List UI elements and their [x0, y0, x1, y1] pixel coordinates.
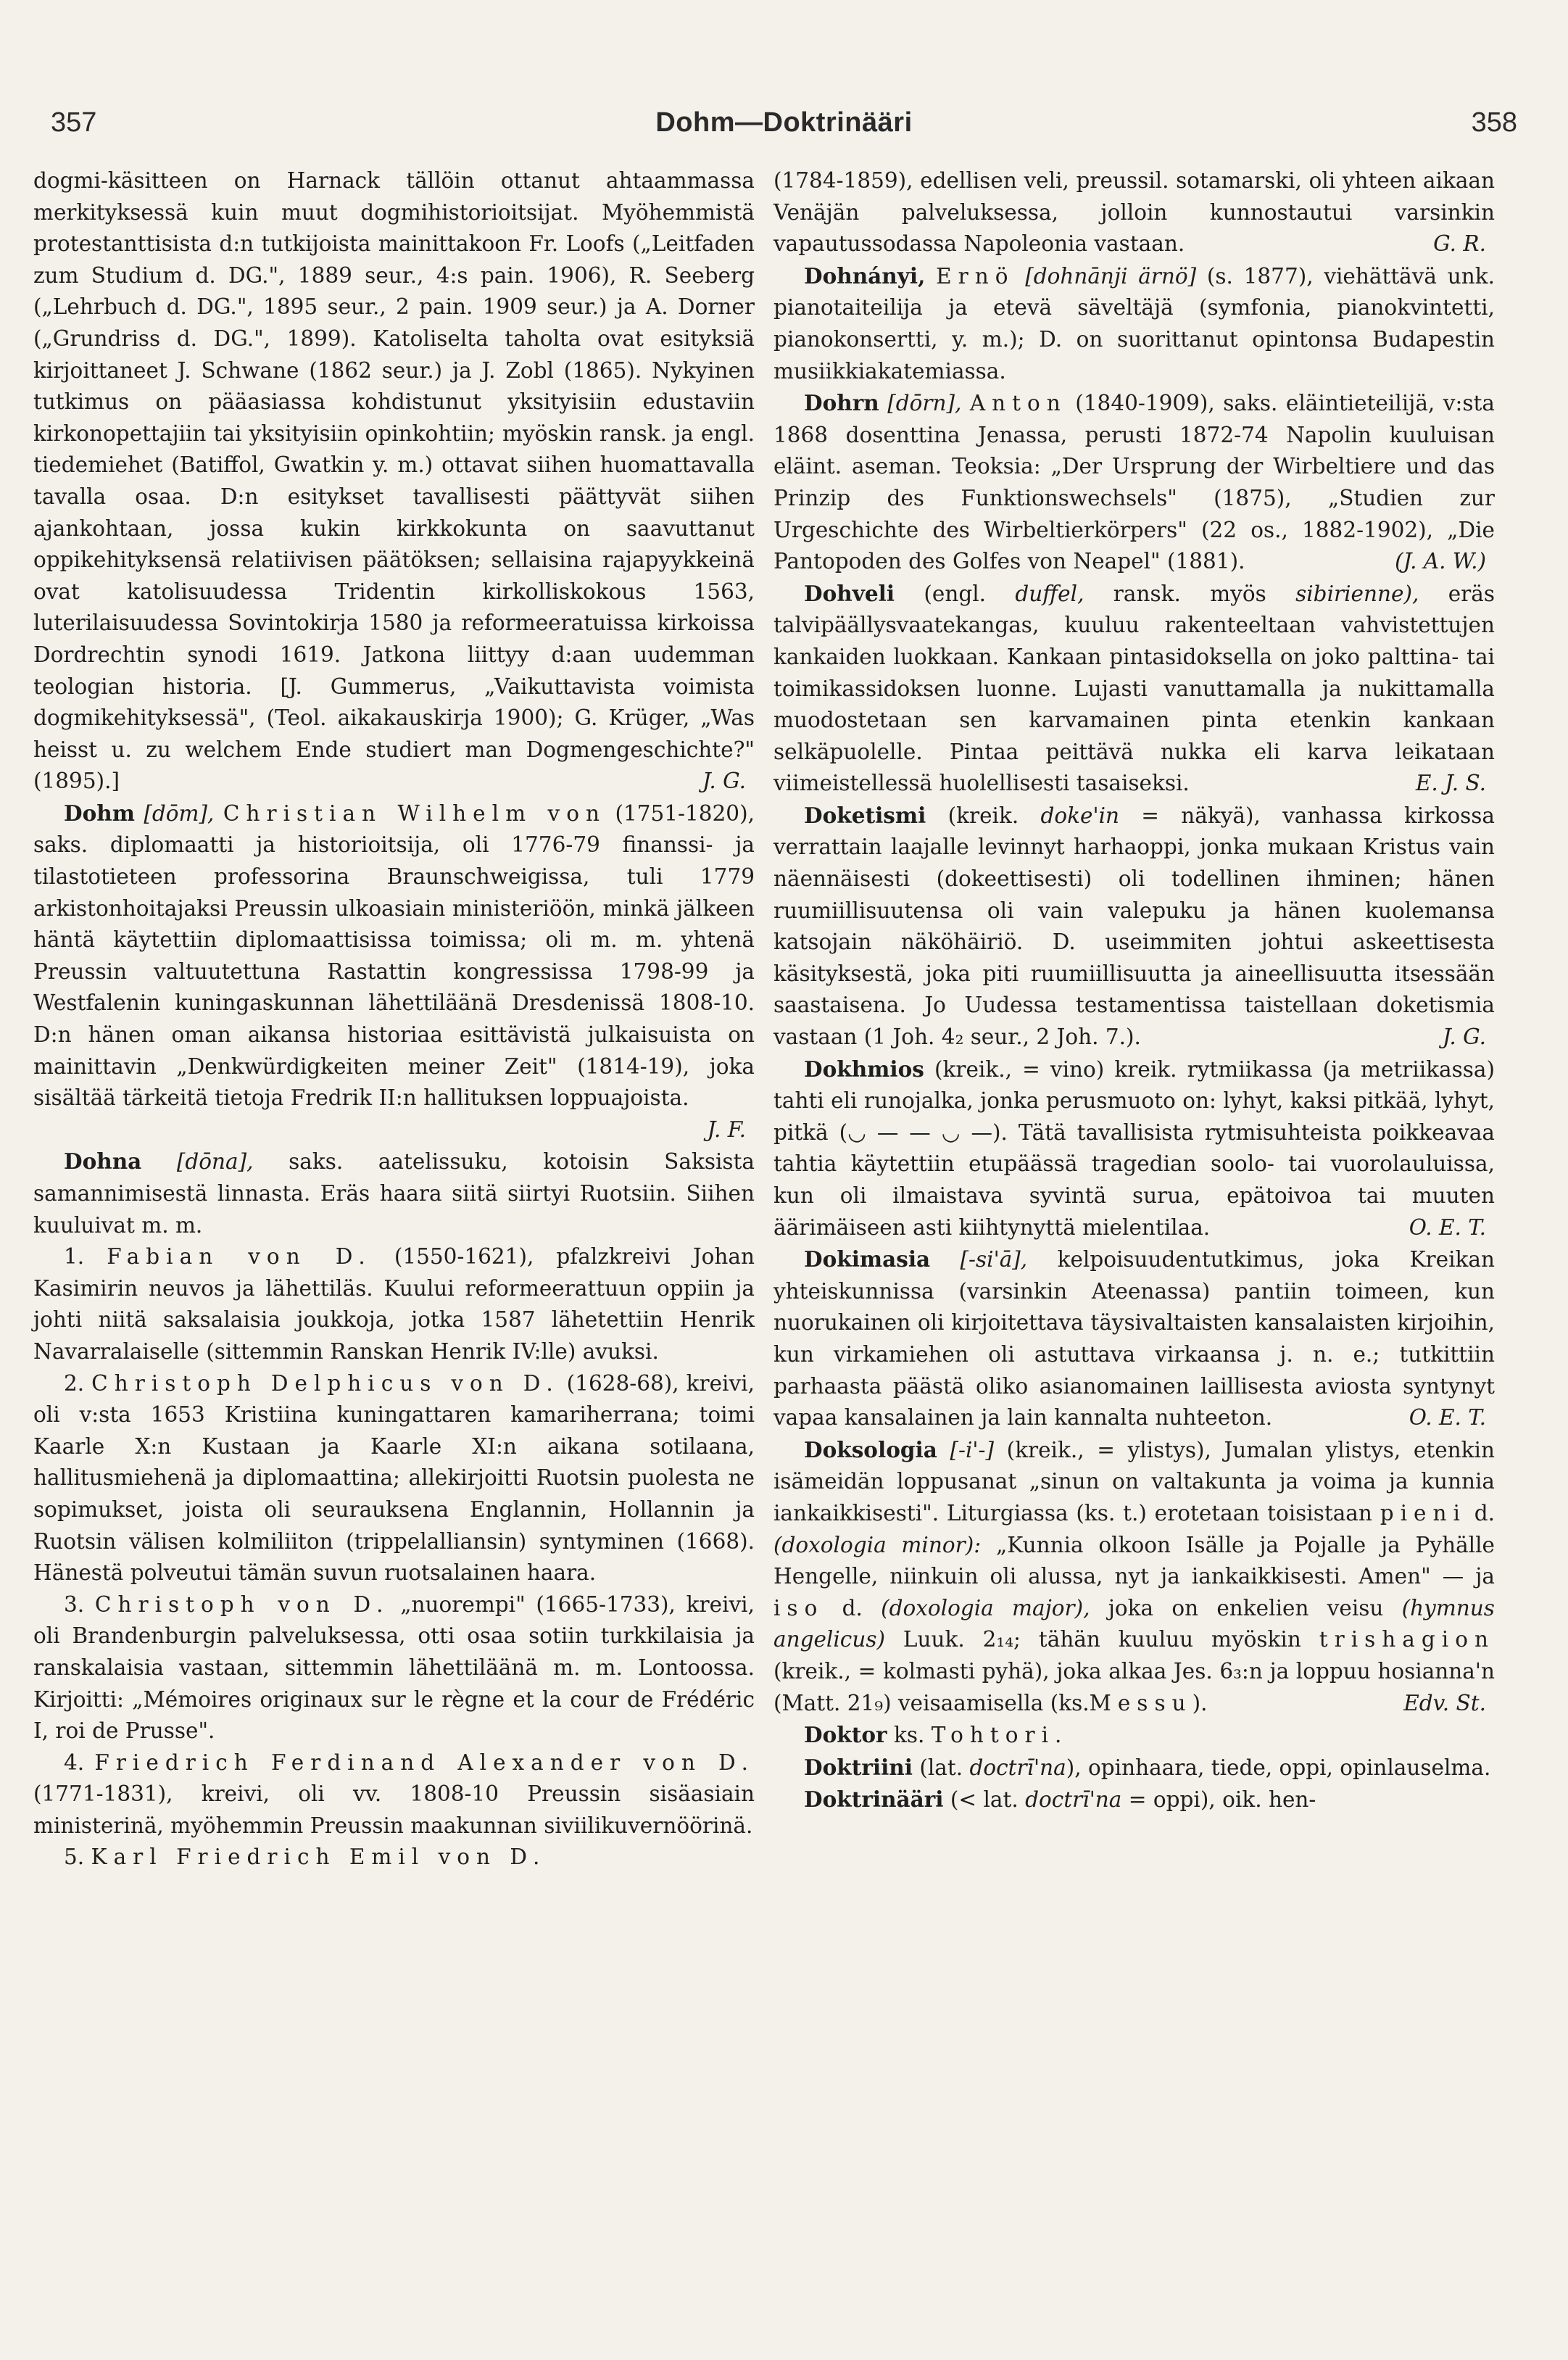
page-header	[51, 107, 1517, 151]
headword: Doktrinääri	[804, 1786, 944, 1813]
left-column	[33, 165, 755, 1873]
signature: J. F.	[707, 1117, 746, 1142]
page-number-right: 358	[1471, 107, 1517, 138]
headword: Doktriini	[804, 1754, 913, 1780]
signature: J. G.	[702, 769, 746, 794]
article-dohrn: Dohrn [dōrn], Anton (1840-1909), saks. eläintieteilijä, v:sta 1868 dosenttina Jenassa, perusti 1872-74 Napolin kuuluisan eläint. aseman. Teoksia: „Der Ursprung der Wirbeltiere und das Prinzip des Funktionswechsels" (1875), „Studien zur Urgeschichte des Wirbeltierkörpers" (22 os., 1882-1902), „Die Pantopoden des Golfes von Neapel" (1881). (J. A. W.)	[773, 387, 1495, 578]
page-title: Dohm—Doktrinääri	[655, 107, 913, 138]
headword: Doketismi	[804, 802, 926, 828]
headword: Dohrn	[804, 390, 879, 416]
article-doktrinaari: Doktrinääri (< lat. doctrī'na = oppi), oik. hen-	[804, 1786, 1316, 1813]
article-doktriini: Doktriini (lat. doctrī'na), opinhaara, tiede, oppi, opinlauselma.	[804, 1754, 1491, 1780]
headword: Dohna	[64, 1148, 142, 1175]
dohna-subentry-4: 4. Friedrich Ferdinand Alexander von D. (1771-1831), kreivi, oli vv. 1808-10 Preussin sisäasiain ministerinä, myöhemmin Preussin maakunnan siviilikuvernöörinä.	[33, 1750, 755, 1838]
article-dokhmios: Dokhmios (kreik., = vino) kreik. rytmiikassa (ja metriikassa) tahti eli runojalka, jonka perusmuoto on: lyhyt, kaksi pitkää, lyhyt, pitkä (◡ — — ◡ —). Tätä tavallisista rytmisuhteista poikkeavaa tahtia käytettiin etupäässä tragedian soolo- tai vuorolauluissa, kun oli ilmaistava syvintä surua, epätoivoa tai muuten äärimäiseen asti kiihtynyttä mielentilaa. O. E. T.	[773, 1053, 1495, 1244]
headword: Doksologia	[804, 1436, 937, 1462]
headword: Doktor	[804, 1722, 887, 1748]
right-column	[773, 165, 1495, 1816]
cross-reference: Tohtori.	[931, 1723, 1069, 1748]
article-dokimasia: Dokimasia [-si'ā], kelpoisuudentutkimus, joka Kreikan yhteiskunnissa (varsinkin Ateenassa) pantiin toimeen, kun nuorukainen oli kirjoitettava täysivaltaisten kansalaisten kirjoihin, kun virkamiehen oli astuttava virkaansa j. n. e.; tutkittiin parhaasta päästä oliko asianomainen laillisesta aviosta syntynyt vapaa kansalainen ja lain kannalta nuhteeton. O. E. T.	[773, 1243, 1495, 1434]
signature: G. R.	[1433, 231, 1486, 257]
page-number-left: 357	[51, 107, 97, 138]
article-dohveli: Dohveli (engl. duffel, ransk. myös sibirienne), eräs talvipäällysvaatekangas, kuuluu rakenteeltaan vahvistettujen kankaiden luokkaan. Kankaan pintasidoksella on joko palttina- tai toimikassidoksen luonne. Lujasti vanuttamalla ja nukittamalla muodostetaan sen karvamainen pinta etenkin kankaan selkäpuolelle. Pintaa peittävä nukka eli karva leikataan viimeistellessä huolellisesti tasaiseksi. E. J. S.	[773, 578, 1495, 800]
signature: J. G.	[1442, 1024, 1486, 1050]
signature: E. J. S.	[1415, 771, 1486, 796]
article-dohna: Dohna [dōna], saks. aatelissuku, kotoisin Saksista samannimisestä linnasta. Eräs haara siitä siirtyi Ruotsiin. Siihen kuuluivat m. m.	[33, 1148, 755, 1238]
signature: (J. A. W.)	[1395, 549, 1486, 574]
headword: Dohveli	[804, 580, 895, 606]
article-doksologia: Doksologia [-i'-] (kreik., = ylistys), Jumalan ylistys, etenkin isämeidän loppusanat „sinun on valtakunta ja voima ja kunnia iankaikkisesti". Liturgiassa (ks. t.) erotetaan toisistaan pieni d. (doxologia minor): „Kunnia olkoon Isälle ja Pojalle ja Pyhälle Hengelle, niinkuin oli alussa, nyt ja iankaikkisesti. Amen" — ja iso d. (doxologia major), joka on enkelien veisu (hymnus angelicus) Luuk. 2₁₄; tähän kuuluu myöskin trishagion (kreik., = kolmasti pyhä), joka alkaa Jes. 6₃:n ja loppuu hosianna'n (Matt. 21₉) veisaamisella (ks.Messu). Edv. St.	[773, 1434, 1495, 1719]
dohna-subentry-1: 1. Fabian von D. (1550-1621), pfalzkreivi Johan Kasimirin neuvos ja lähettiläs. Kuului reformeerattuun oppiin ja johti niitä saksalaisia joukkoja, jotka 1587 lähetettiin Henrik Navarralaiselle (sittemmin Ranskan Henrik IV:lle) avuksi.	[33, 1244, 755, 1364]
dohna-subentry-3: 3. Christoph von D. „nuorempi" (1665-1733), kreivi, oli Brandenburgin palveluksessa, otti osaa sotiin turkkilaisia ja ranskalaisia vastaan, sittemmin lähettiläänä m. m. Lontoossa. Kirjoitti: „Mémoires originaux sur le règne et la cour de Frédéric I, roi de Prusse".	[33, 1591, 755, 1744]
signature: O. E. T.	[1409, 1214, 1486, 1240]
signature: Edv. St.	[1403, 1690, 1486, 1715]
dohna-subentry-2: 2. Christoph Delphicus von D. (1628-68), kreivi, oli v:sta 1653 Kristiina kuningattaren kamariherrana; toimi Kaarle X:n Kustaan ja Kaarle XI:n aikana sotilaana, hallitusmiehenä ja diplomaattina; allekirjoitti Ruotsin puolesta ne sopimukset, joista oli seurauksena Englannin, Hollannin ja Ruotsin välisen kolmiliiton (trippelalliansin) syntyminen (1668). Hänestä polveutui tämän suvun ruotsalainen haara.	[33, 1370, 755, 1586]
headword: Dohnányi,	[804, 262, 926, 289]
article-doketismi: Doketismi (kreik. doke'in = näkyä), vanhassa kirkossa verrattain laajalle levinnyt harhaoppi, jonka mukaan Kristus vain näennäisesti (dokeettisesti) oli todellinen ihminen; hänen ruumiillisuutensa oli vain valepuku ja hänen kuolemansa katsojain näköhäiriö. D. useimmiten johtui askeettisesta käsityksestä, joka piti ruumiillisuutta ja aineellisuutta itsessään saastaisena. Jo Uudessa testamentissa taistellaan doketismia vastaan (1 Joh. 4₂ seur., 2 Joh. 7.). J. G.	[773, 800, 1495, 1053]
headword: Dohm	[64, 800, 135, 826]
dohna-subentry-5-continued: (1784-1859), edellisen veli, preussil. sotamarski, oli yhteen aikaan Venäjän palveluksessa, jolloin kunnostautui varsinkin vapautussodassa Napoleonia vastaan. G. R.	[773, 165, 1495, 260]
headword: Dokimasia	[804, 1246, 931, 1272]
article-dogmihistoria-end: dogmi-käsitteen on Harnack tällöin ottanut ahtaammassa merkityksessä kuin muut dogmihistorioitsijat. Myöhemmistä protestanttisista d:n tutkijoista mainittakoon Fr. Loofs („Leitfaden zum Studium d. DG.", 1889 seur., 4:s pain. 1906), R. Seeberg („Lehrbuch d. DG.", 1895 seur., 2 pain. 1909 seur.) ja A. Dorner („Grundriss d. DG.", 1899). Katoliselta taholta ovat esityksiä kirjoittaneet J. Schwane (1862 seur.) ja J. Zobl (1865). Nykyinen tutkimus on pääasiassa kohdistunut yksityisiin edustaviin kirkonopettajiin tai yksityisiin opinkohtiin; myöskin ransk. ja engl. tiedemiehet (Batiffol, Gwatkin y. m.) ottavat siihen huomattavalla tavalla osaa. D:n esitykset tavallisesti päättyvät siihen ajankohtaan, jossa kukin kirkkokunta on saavuttanut oppikehityksensä relatiivisen päätöksen; sellaisina rajapyykkeinä ovat katolisuudessa Tridentin kirkolliskokous 1563, luterilaisuudessa Sovintokirja 1580 ja reformeeratuissa kirkoissa Dordrechtin synodi 1619. Jatkona liittyy d:aan uudemman teologian historia. [J. Gummerus, „Vaikuttavista voimista dogmikehityksessä", (Teol. aikakauskirja 1900); G. Krüger, „Was heisst u. zu welchem Ende studiert man Dogmengeschichte?" (1895).] J. G.	[33, 165, 755, 798]
signature: O. E. T.	[1409, 1405, 1486, 1431]
article-dohnanyi: Dohnányi, Ernö [dohnānji ärnö] (s. 1877), viehättävä unk. pianotaiteilija ja etevä säveltäjä (symfonia, pianokvintetti, pianokonsertti, y. m.); D. on suorittanut opintonsa Budapestin musiikkiakatemiassa.	[773, 262, 1495, 384]
article-doktor: Doktor ks. Tohtori.	[804, 1722, 1069, 1748]
headword: Dokhmios	[804, 1056, 924, 1082]
article-dohm: Dohm [dōm], Christian Wilhelm von (1751-1820), saks. diplomaatti ja historioitsija, oli 1776-79 finanssi- ja tilastotieteen professorina Braunschweigissa, tuli 1779 arkistonhoitajaksi Preussin ulkoasiain ministeriöön, minkä jälkeen häntä käytettiin diplomaattisissa toimissa; oli m. m. yhtenä Preussin valtuutettuna Rastattin kongressissa 1798-99 ja Westfalenin kuningaskunnan lähettiläänä Dresdenissä 1808-10. D:n hänen oman aikansa historiaa esittävistä julkaisuista on mainittavin „Denkwürdigkeiten meiner Zeit" (1814-19), joka sisältää tärkeitä tietoja Fredrik II:n hallituksen loppuajoista. J. F.	[33, 798, 755, 1114]
dohna-subentry-5: 5. Karl Friedrich Emil von D.	[64, 1844, 547, 1870]
